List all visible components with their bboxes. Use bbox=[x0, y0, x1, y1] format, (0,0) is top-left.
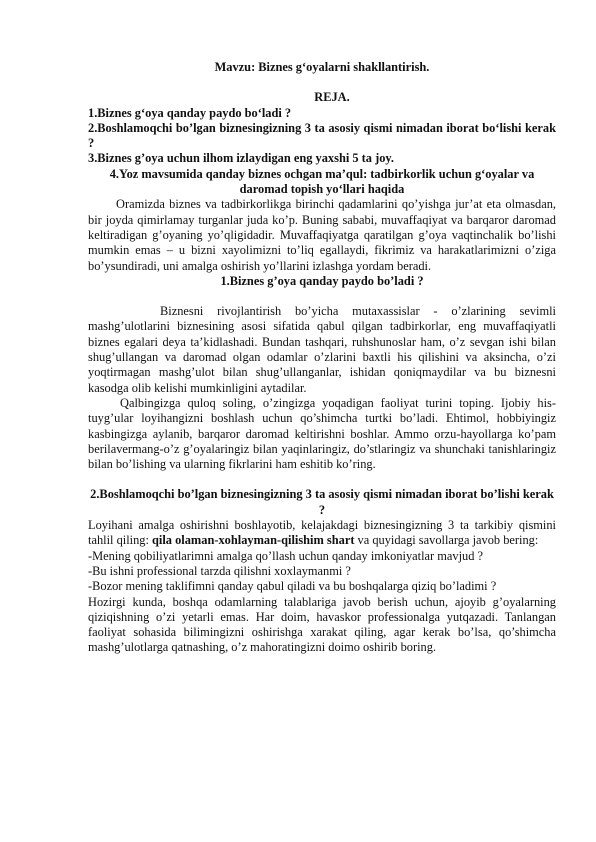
section2-intro-text: Loyihani amalga oshirishni boshlayotib, kelajakdagi biznesingizning 3 ta tarkibiy qismini tahlil qiling: bbox=[88, 518, 556, 548]
section1-paragraph-2: Qalbingizga quloq soling, o’zingizga yoqadigan faoliyat turini toping. Ijobiy his-tuyg’ular loyihangizni boshlash uchun qo’shimcha turtki bo’ladi. Ehtimol, hobbiyingiz kasbingizga aylanib, barqaror daromad keltirishni boshlar. Ammo orzu-hayollarga ko’pam berilavermang-o’z g’oyalaringiz bilan yaqinlaringiz, do’stlaringiz va shunchaki tanishlaringiz bilan bo’lishing va ularning fikrlarini ham eshitib ko’ring. bbox=[88, 395, 556, 472]
section2-closing-paragraph: Hozirgi kunda, boshqa odamlarning talablariga javob berish uchun, ajoyib g’oyalarning qiziqishning o’zi yetarli emas. Har doim, havaskor professionalga yutqazadi. Tanlangan faoliyat sohasida bilimingizni oshirishga xarakat qiling, agar kerak bo’lsa, qo’shimcha mashg’ulotlarga qatnashing, o’z mahoratingizni doimo oshirib boring. bbox=[88, 594, 556, 655]
plan-item-1: 1.Biznes g‘oya qanday paydo bo‘ladi ? bbox=[88, 105, 292, 120]
question-item-2: -Bu ishni professional tarzda qilishni xoxlaymanmi ? bbox=[88, 563, 351, 578]
plan-item-2: 2.Boshlamoqchi bo’lgan biznesingizning 3 ta asosiy qismi nimadan iborat bo‘lishi kerak ? bbox=[88, 120, 556, 151]
plan-item-3: 3.Biznes g’oya uchun ilhom izlaydigan eng yaxshi 5 ta joy. bbox=[88, 151, 395, 166]
section1-heading: 1.Biznes g’oya qanday paydo bo’ladi ? bbox=[220, 273, 424, 288]
spacer bbox=[88, 289, 556, 304]
spacer bbox=[88, 472, 556, 487]
plan-item-4: 4.Yoz mavsumida qanday biznes ochgan ma’qul: tadbirkorlik uchun g‘oyalar va daromad topish yo‘llari haqida bbox=[109, 166, 535, 197]
section2-intro-bold: qila olaman-xohlayman-qilishim shart bbox=[152, 533, 355, 548]
spacer bbox=[88, 75, 556, 90]
question-item-1: -Mening qobiliyatlarimni amalga qo’llash uchun qanday imkoniyatlar mavjud ? bbox=[88, 548, 484, 563]
section2-heading: 2.Boshlamoqchi bo’lgan biznesingizning 3 ta asosiy qismi nimadan iborat bo’lishi kerak ? bbox=[90, 487, 554, 517]
question-item-3: -Bozor mening taklifimni qanday qabul qiladi va bu boshqalarga qiziq bo’ladimi ? bbox=[88, 579, 497, 594]
section2-intro-tail: va quyidagi savollarga javob bering: bbox=[354, 533, 539, 548]
document-title: Mavzu: Biznes g‘oyalarni shakllantirish. bbox=[214, 60, 430, 74]
intro-paragraph: Oramizda biznes va tadbirkorlikga birinchi qadamlarini qo’yishga jur’at eta olmasdan, bir joyda qimirlamay turganlar juda ko’p. Buning sababi, muvaffaqiyat va barqaror daromad keltiradigan g’oyaning yo’qligidadir. Muvaffaqiyatga qaratilgan g’oya vaqtinchalik bo’lishi mumkin emas – u bizni xayolimizni to’liq egallaydi, fikrimiz va harakatlarimizni o’ziga bo’ysundiradi, uni amalga oshirish yo’llarini izlashga yordam beradi. bbox=[88, 197, 556, 273]
section1-paragraph-1: Biznesni rivojlantirish bo’yicha mutaxassislar - o’zlarining sevimli mashg’ulotlarini biznesining asosi sifatida qabul qilgan tadbirkorlar, eng muvaffaqiyatli biznes egalari deya ta’kidlashadi. Bundan tashqari, ruhshunoslar ham, o’z sevgan ishi bilan shug’ullangan va daromad olgan odamlar o’zlarini baxtli his qilishini va aksincha, o’zi yoqtirmagan mashg’ulot bilan shug’ullanganlar, ishidan qoniqmaydilar va bu biznesni kasodga olib kelishi mumkinligini aytadilar. bbox=[88, 304, 556, 395]
plan-heading: REJA. bbox=[314, 90, 350, 105]
section2-intro bbox=[88, 518, 556, 549]
document-body bbox=[88, 60, 556, 656]
